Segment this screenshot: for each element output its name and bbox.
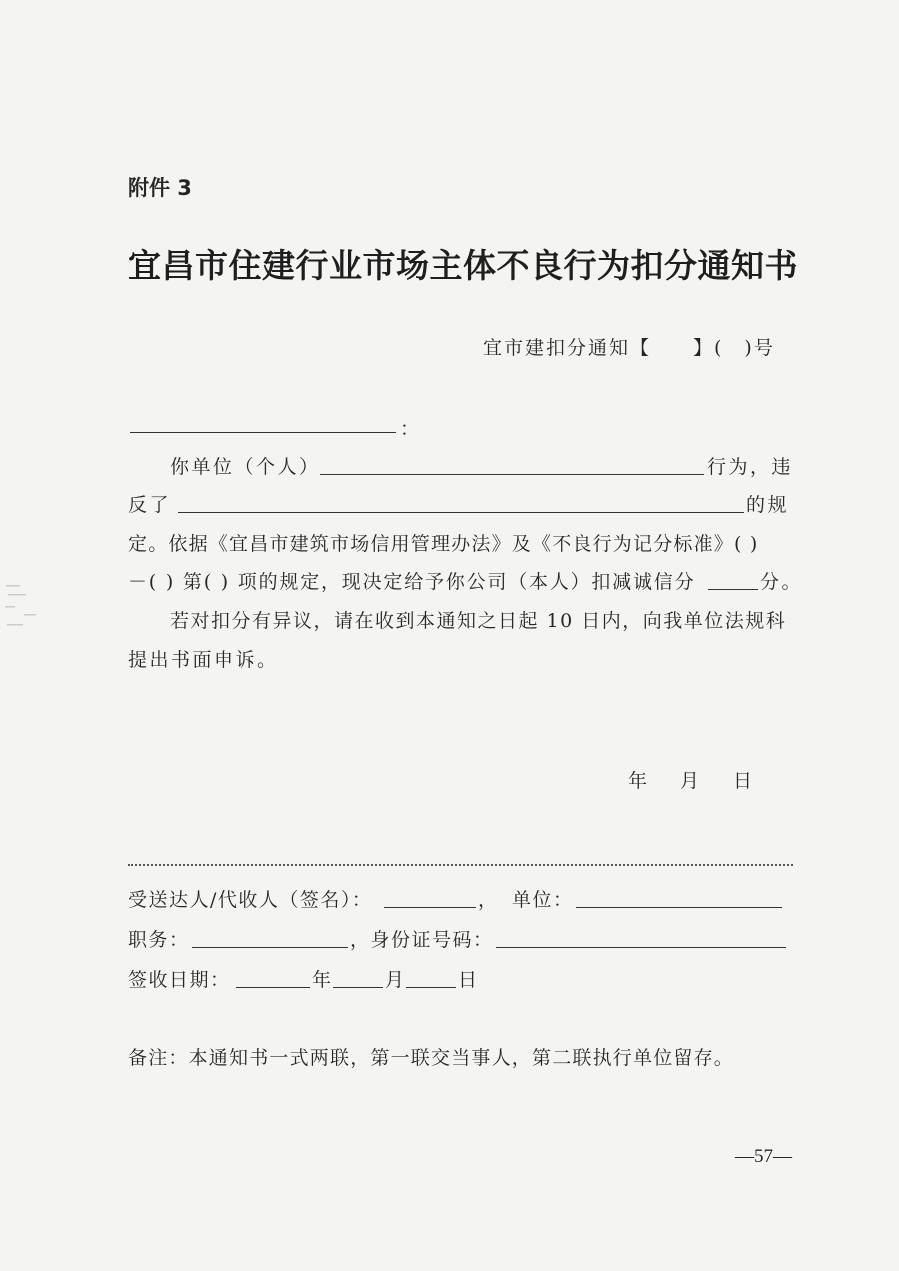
signer-comma: ，: [478, 889, 499, 911]
deduction-points-blank: [708, 589, 758, 590]
sign-day-blank: [406, 987, 456, 988]
position-label: 职务：: [128, 929, 190, 951]
attachment-label: 附件 3: [128, 176, 192, 200]
paragraph-line-3: 定。依据《宜昌市建筑市场信用管理办法》及《不良行为记分标准》( ): [128, 533, 759, 555]
date-month: 月: [680, 770, 700, 792]
sign-day-label: 日: [458, 969, 479, 991]
sign-year-label: 年: [312, 969, 333, 991]
date-day: 日: [733, 770, 753, 792]
document-number: 宜市建扣分通知【 】( )号: [483, 337, 775, 359]
sign-month-blank: [333, 987, 383, 988]
paragraph-line-1-start: 你单位（个人）: [170, 456, 321, 478]
paragraph-line-4-start: －( ) 第( ) 项的规定，现决定给予你公司（本人）扣减诚信分: [128, 571, 696, 593]
id-number-label: ，身份证号码：: [350, 929, 494, 951]
page-number: —57—: [735, 1146, 792, 1167]
paragraph-line-2-end: 的规: [746, 494, 790, 516]
recipient-blank: [130, 432, 396, 433]
sign-month-label: 月: [385, 969, 406, 991]
paragraph-line-2-start: 反了: [128, 494, 172, 516]
position-blank: [192, 947, 348, 948]
tear-off-line: [128, 864, 793, 866]
unit-label: 单位：: [512, 889, 574, 911]
document-title: 宜昌市住建行业市场主体不良行为扣分通知书: [128, 246, 798, 285]
sign-date-label: 签收日期：: [128, 969, 231, 991]
paragraph-line-4-end: 分。: [760, 571, 804, 593]
appeal-paragraph: 若对扣分有异议，请在收到本通知之日起 10 日内，向我单位法规科: [170, 610, 787, 632]
date-year: 年: [628, 770, 648, 792]
regulation-blank: [178, 512, 744, 513]
unit-blank: [576, 907, 782, 908]
signer-blank: [384, 907, 476, 908]
scan-artifact: [4, 580, 44, 640]
signer-label: 受送达人/代收人（签名）：: [128, 889, 373, 911]
sign-year-blank: [236, 987, 310, 988]
behavior-blank: [320, 474, 704, 475]
appeal-paragraph-end: 提出书面申诉。: [128, 649, 279, 671]
paragraph-line-1-end: 行为，违: [707, 456, 794, 478]
id-number-blank: [496, 947, 786, 948]
recipient-colon: ：: [400, 418, 420, 440]
remark: 备注：本通知书一式两联，第一联交当事人，第二联执行单位留存。: [128, 1047, 735, 1069]
